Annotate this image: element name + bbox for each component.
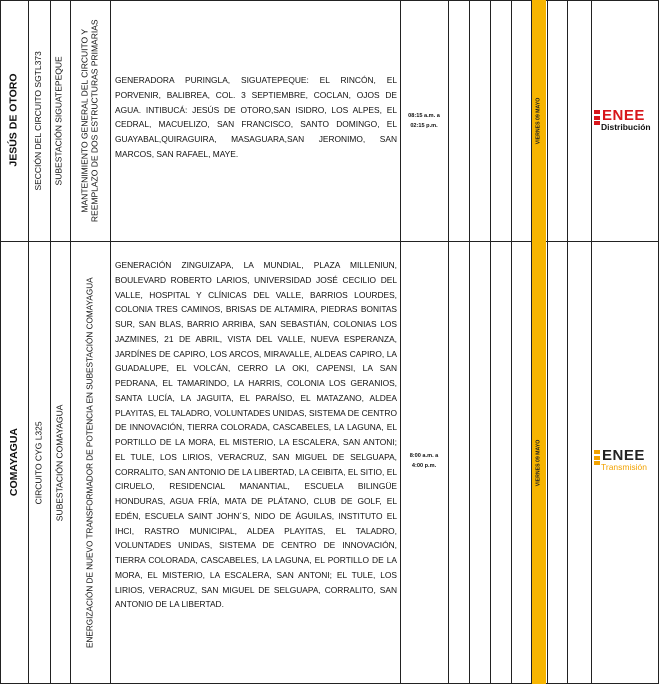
work-description: ENERGIZACIÓN DE NUEVO TRANSFORMADOR DE POTENCIA EN SUBESTACIÓN COMAYAGUA (85, 277, 95, 648)
circuit-section: SECCIÓN DEL CIRCUITO SGTL373 (33, 50, 44, 191)
circuit-section: CIRCUITO CYG L325 (33, 421, 44, 504)
schedule: 8:00 a.m. a 4:00 p.m. (409, 453, 439, 469)
work-description: MANTENIMIENTO GENERAL DEL CIRCUITO Y REEMPLAZO DE DOS ESTRUCTURAS PRIMARIAS (79, 19, 99, 222)
substation: SUBESTACIÓN COMAYAGUA (54, 404, 65, 521)
region-name: COMAYAGUA (7, 428, 20, 497)
day-label: VIERNES 09 MAYO (535, 439, 542, 486)
enee-transmision-logo: ENEE Transmisión (594, 450, 659, 472)
substation: SUBESTACIÓN SIGUATEPEQUE (54, 55, 65, 186)
enee-distribucion-logo: ENEE Distribución (594, 110, 659, 132)
affected-areas: GENERACIÓN ZINGUIZAPA, LA MUNDIAL, PLAZA MILLENIUN, BOULEVARD ROBERTO LARIOS, UNIVERSIDAD JOSÉ CECILIO DEL VALLE, HOSPITAL Y CLÍNICAS DEL VALLE, BARRIOS LOURDES, COLONIA TRES CAMINOS, BRISAS DE ALTAMIRA, PIEDRAS BONITAS SUR, SAN BLAS, BARRIO ARRIBA, SAN SEBASTIÁN, COLONIAS LOS JAZMINES, 21 DE ABRIL, VISTA DEL VALLE, NUEVA ESPERANZA, JARDÍNES DE CAPIRO, LOS ARCOS, MIRAVALLE, ALDEAS CAPIRO, LA GUADALUPE, EL VOLCÁN, CERRO LA OKI, CAPENSI, LA SAN PEDRANA, EL TAMARINDO, LA HARRIS, COLONIA LOS GERANIOS, SANTA LUCÍA, LA JAGUITA, EL PARAÍSO, EL MATAZANO, ALDEA PLAYITAS, EL TALADRO, VOLUNTADES UNIDAS, SISTEMA DE CENTRO DE INNOVACIÓN, TIERRA COLORADA, CASCABELES, LA LAGUNA, EL PORTILLO DE LA MORA, EL MISTERIO, LA ESCALERA, SAN ANTONI; EL TULE, LOS LIRIOS, VERACRUZ, SAN MIGUEL DE SELGUAPA, CORRALITO, SAN ANTONIO DE LA LIBERTAD, LA CEIBITA, EL SITIO, EL CIRUELO, RESIDENCIAL MANANTIAL, ESCUELA BILINGÜE HONDURAS, AGUA FRÍA, MATA DE PLÁTANO, CLUB DE GOLF, EL EDÉN, ESCUELA SAINT JOHN´S, NIDO DE ÁGUILAS, INSTITUTO EL IHCI, RASTRO MUNICIPAL, ALDEA PLAYITAS, EL TALADRO, VOLUNTADES UNIDAS, SISTEMA DE CENTRO DE INNOVACIÓN, TIERRA COLORADA, CASCABELES, LA LAGUNA, EL PORTILLO DE LA MORA, EL MISTERIO, LA ESCALERA, SAN ANTONI; EL TULE, LOS LIRIOS, VERACRUZ, SAN MIGUEL DE SELGUAPA, CORRALITO, SAN ANTONIO DE LA LIBERTAD. (115, 260, 397, 610)
affected-areas: GENERADORA PURINGLA, SIGUATEPEQUE: EL RINCÓN, EL PORVENIR, BALIBREA, COL. 3 SEPTIEMBRE, COCLAN, OJOS DE AGUA. INTIBUCÁ: JESÚS DE OTORO,SAN ISIDRO, LOS ALPES, EL CEDRAL, MACUELIZO, SAN FRANCISCO, SANTO DOMINGO, EL GUAYABAL,QUIRAGUIRA, MASAGUARA,SAN JERONIMO, SAN MARCOS, SAN RAFAEL, MAYE. (115, 75, 397, 159)
schedule: 08:15 a.m. a 02:15 p.m. (408, 113, 440, 129)
region-name: JESÚS DE OTORO (7, 73, 20, 168)
day-label: VIERNES 09 MAYO (535, 97, 542, 144)
